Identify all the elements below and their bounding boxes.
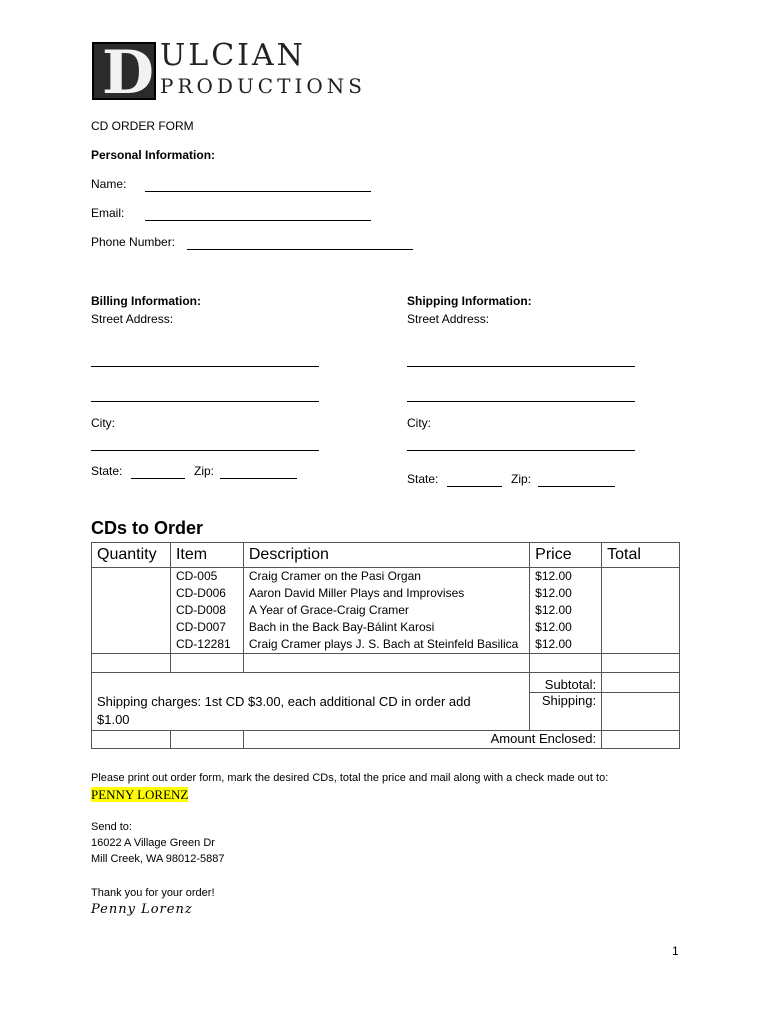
table-row-blank [92,654,680,673]
quantity-cell[interactable] [92,568,171,586]
table-row [92,636,680,654]
order-table [91,542,680,749]
subtotal-label: Subtotal: [530,673,602,693]
send-to-label: Send to: [91,821,132,833]
total-cell[interactable] [602,619,680,636]
billing-street-field-2[interactable] [91,401,319,402]
table-row [92,602,680,619]
form-title: CD ORDER FORM [91,119,194,133]
payee-highlight: PENNY LORENZ [91,787,189,802]
billing-city-field[interactable] [91,450,319,451]
shipping-city-label: City: [407,416,431,430]
billing-zip-field[interactable] [220,478,297,479]
shipping-city-field[interactable] [407,450,635,451]
logo-emblem [92,42,156,100]
billing-zip-label: Zip: [194,464,215,478]
thanks-text: Thank you for your order! [91,887,215,899]
name-label: Name: [91,177,127,191]
billing-state-field[interactable] [131,478,185,479]
shipping-state-field[interactable] [447,486,502,487]
shipping-label: Shipping: [530,693,602,731]
shipping-value[interactable] [602,693,680,731]
shipping-zip-field[interactable] [538,486,615,487]
address-line2: Mill Creek, WA 98012-5887 [91,853,225,865]
quantity-cell[interactable] [92,636,171,654]
price-cell: $12.00 [530,602,602,619]
price-cell: $12.00 [530,568,602,586]
shipping-street-label: Street Address: [407,312,490,326]
shipping-row [92,693,680,731]
billing-city-label: City: [91,416,115,430]
total-cell[interactable] [602,602,680,619]
item-cell: CD-D006 [170,585,243,602]
subtotal-value[interactable] [602,673,680,693]
total-cell[interactable] [602,636,680,654]
signature: Penny Lorenz [91,902,193,917]
col-price: Price [530,543,602,568]
shipping-state-label: State: [407,472,439,486]
billing-street-field-1[interactable] [91,366,319,367]
price-cell: $12.00 [530,636,602,654]
shipping-heading: Shipping Information: [407,294,532,308]
price-cell [530,654,602,673]
amount-spacer-1 [92,731,171,749]
address-line1: 16022 A Village Green Dr [91,837,215,849]
quantity-cell[interactable] [92,654,171,673]
total-cell[interactable] [602,654,680,673]
shipping-street-field-1[interactable] [407,366,635,367]
billing-street-label: Street Address: [91,312,174,326]
order-table-header [92,543,680,568]
order-heading: CDs to Order [91,518,204,538]
item-cell: CD-D008 [170,602,243,619]
item-cell: CD-12281 [170,636,243,654]
billing-heading: Billing Information: [91,294,201,308]
logo-line1: ULCIAN [160,38,306,73]
price-cell: $12.00 [530,585,602,602]
price-cell: $12.00 [530,619,602,636]
email-label: Email: [91,206,125,220]
table-row [92,568,680,586]
phone-field[interactable] [187,249,413,250]
description-cell: Aaron David Miller Plays and Improvises [243,585,529,602]
item-cell: CD-005 [170,568,243,586]
subtotal-row [92,673,680,693]
table-row [92,619,680,636]
page-number: 1 [672,944,679,958]
logo-initial: D [102,42,155,100]
description-cell: Craig Cramer on the Pasi Organ [243,568,529,586]
email-field[interactable] [145,220,371,221]
personal-heading: Personal Information: [91,148,216,162]
amount-spacer-2 [170,731,243,749]
instructions-text: Please print out order form, mark the desired CDs, total the price and mail along with a check made out to: [91,772,609,784]
shipping-street-field-2[interactable] [407,401,635,402]
payee-name [91,787,188,803]
description-cell: A Year of Grace-Craig Cramer [243,602,529,619]
col-description: Description [243,543,529,568]
subtotal-spacer [92,673,530,693]
col-quantity: Quantity [92,543,171,568]
description-cell: Craig Cramer plays J. S. Bach at Steinfeld Basilica [243,636,529,654]
col-total: Total [602,543,680,568]
quantity-cell[interactable] [92,619,171,636]
quantity-cell[interactable] [92,602,171,619]
name-field[interactable] [145,191,371,192]
item-cell [170,654,243,673]
logo-line2: PRODUCTIONS [160,74,366,98]
description-cell: Bach in the Back Bay-Bálint Karosi [243,619,529,636]
amount-label: Amount Enclosed: [243,731,601,749]
amount-value[interactable] [602,731,680,749]
col-item: Item [170,543,243,568]
description-cell [243,654,529,673]
total-cell[interactable] [602,568,680,586]
billing-state-label: State: [91,464,123,478]
item-cell: CD-D007 [170,619,243,636]
total-cell[interactable] [602,585,680,602]
quantity-cell[interactable] [92,585,171,602]
shipping-note: Shipping charges: 1st CD $3.00, each additional CD in order add $1.00 [92,693,530,731]
table-row [92,585,680,602]
shipping-zip-label: Zip: [511,472,532,486]
phone-label: Phone Number: [91,235,176,249]
amount-row [92,731,680,749]
